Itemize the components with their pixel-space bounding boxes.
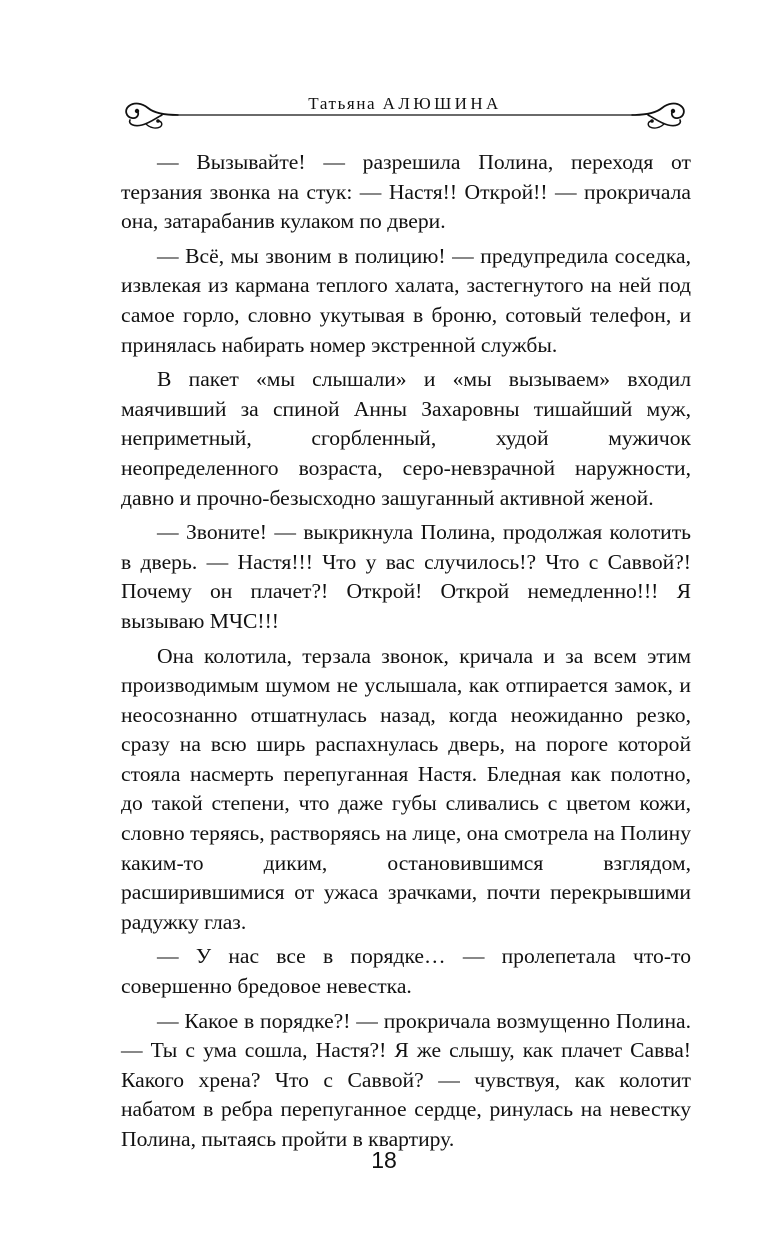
paragraph: — У нас все в порядке… — пролепетала что-то совершенно бредовое невестка. <box>121 944 691 999</box>
author-first-name: Татьяна <box>308 94 377 113</box>
paragraph: Она колотила, терзала звонок, кричала и за всем этим производимым шумом не услышала, как отпирается замок, и неосознанно отшатнулась назад, когда неожиданно резко, сразу на всю ширь распахнулась дверь, на пороге которой стояла насмерть перепуганная Настя. Бледная как полотно, до такой степени, что даже губы сливались с цветом кожи, словно теряясь, растворяясь на лице, она смотрела на Полину каким-то диким, остановившимся взглядом, расширившимися от ужаса зрачками, почти перекрывшими радужку глаз. <box>121 643 691 934</box>
author-surname: АЛЮШИНА <box>382 94 502 113</box>
paragraph: — Вызывайте! — разрешила Полина, переходя от терзания звонка на стук: — Настя!! Открой!! — прокричала она, затарабанив кулаком по двери. <box>121 150 691 234</box>
page-number: 18 <box>371 1147 397 1173</box>
body-text <box>121 148 691 1160</box>
paragraph: В пакет «мы слышали» и «мы вызываем» входил маячивший за спиной Анны Захаровны тишайший муж, неприметный, сгорбленный, худой мужичок неопределенного возраста, серо-невзрачной наружности, давно и прочно-безысходно зашуганный активной женой. <box>121 367 691 510</box>
running-header <box>118 86 692 136</box>
paragraph: — Всё, мы звоним в полицию! — предупредила соседка, извлекая из кармана теплого халата, застегнутого на ней под самое горло, словно укутывая в броню, сотовый телефон, и принялась набирать номер экстренной службы. <box>121 243 691 357</box>
paragraph: — Звоните! — выкрикнула Полина, продолжая колотить в дверь. — Настя!!! Что у вас случилось!? Что с Саввой?! Почему он плачет?! Открой! Открой немедленно!!! Я вызываю МЧС!!! <box>121 520 691 633</box>
paragraph: — Какое в порядке?! — прокричала возмущенно Полина. — Ты с ума сошла, Настя?! Я же слышу, как плачет Савва! Какого хрена? Что с Саввой? — чувствуя, как колотит набатом в ребра перепуганное сердце, ринулась на невестку Полина, пытаясь пройти в квартиру. <box>121 1008 691 1151</box>
running-header-title <box>118 94 692 114</box>
